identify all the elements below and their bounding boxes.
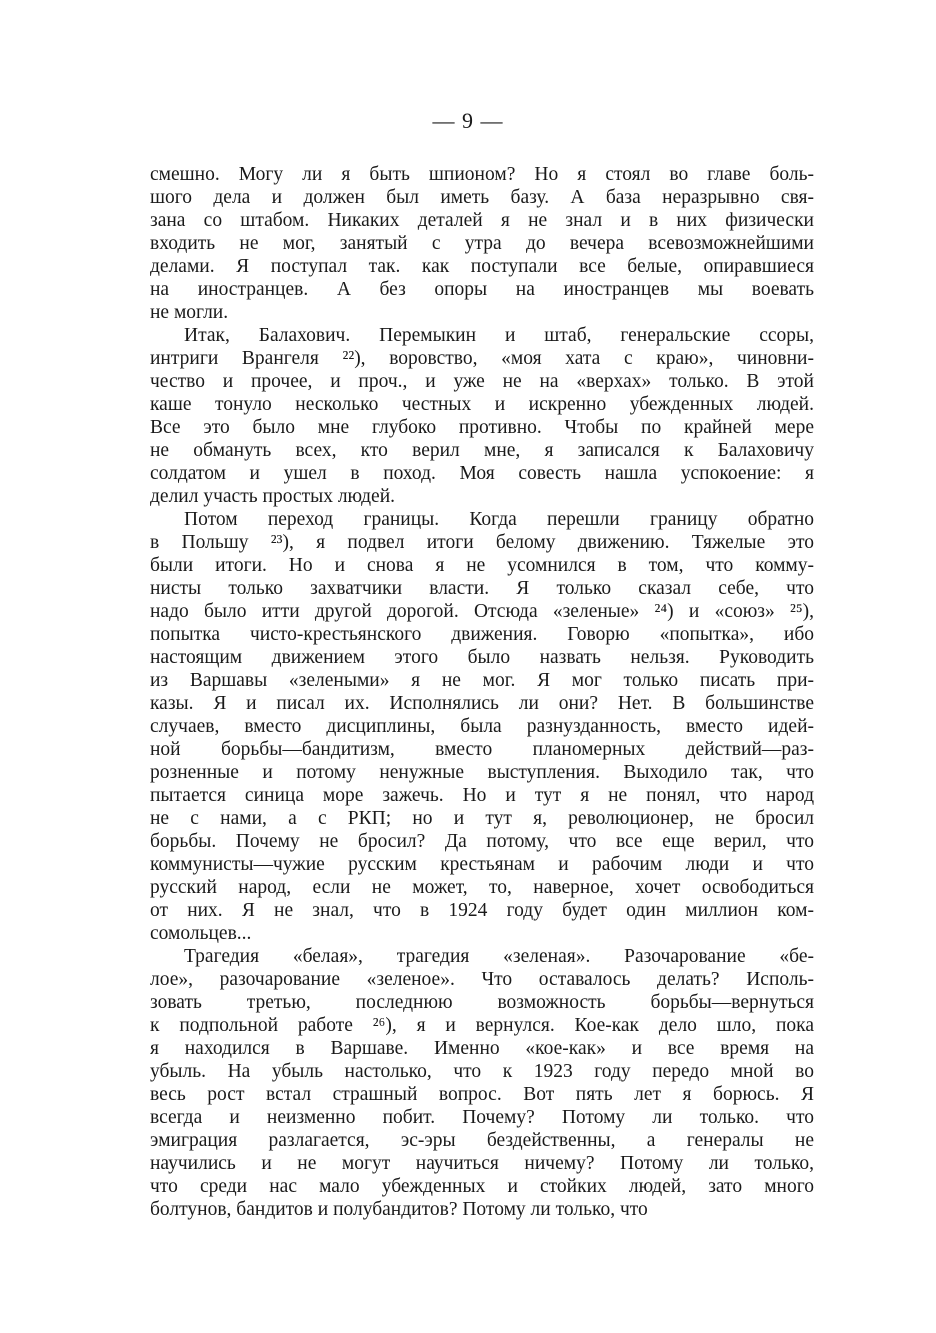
text-line: шого дела и должен был иметь базу. А база неразрывно свя- <box>150 187 814 208</box>
text-line: на иностранцев. А без опоры на иностранцев мы воевать <box>150 279 814 300</box>
text-line: не могли. <box>150 302 229 323</box>
text-line: лое», разочарование «зеленое». Что оставалось делать? Исполь- <box>150 969 814 990</box>
text-line: из Варшавы «зелеными» я не мог. Я мог только писать при- <box>150 670 814 691</box>
text-line: коммунисты—чужие русским крестьянам и рабочим люди и что <box>150 854 814 875</box>
text-line: не с нами, а с РКП; но и тут я, революционер, не бросил <box>150 808 814 829</box>
text-line: сомольцев... <box>150 923 252 944</box>
text-line: научились и не могут научиться ничему? Потому ли только, <box>150 1153 814 1174</box>
text-line: эмиграция разлагается, эс-эры бездейственны, а генералы не <box>150 1130 814 1151</box>
text-line: интриги Врангеля ²²), воровство, «моя хата с краю», чиновни- <box>150 348 814 369</box>
text-line: делами. Я поступал так. как поступали все белые, опиравшиеся <box>150 256 814 277</box>
text-line: попытка чисто-крестьянского движения. Говорю «попытка», ибо <box>150 624 814 645</box>
paragraph <box>150 945 814 1221</box>
text-line: солдатом и ушел в поход. Моя совесть нашла успокоение: я <box>150 463 814 484</box>
text-line: не обмануть всех, кто верил мне, я записался к Балаховичу <box>150 440 814 461</box>
text-line: Итак, Балахович. Перемыкин и штаб, генеральские ссоры, <box>184 325 814 346</box>
text-line: Все это было мне глубоко противно. Чтобы по крайней мере <box>150 417 814 438</box>
text-line: нисты только захватчики власти. Я только сказал себе, что <box>150 578 814 599</box>
text-line: весь рост встал страшный вопрос. Вот пять лет я борюсь. Я <box>150 1084 814 1105</box>
text-line: надо было итти другой дорогой. Отсюда «зеленые» ²⁴) и «союз» ²⁵), <box>150 601 814 622</box>
text-line: казы. Я и писал их. Исполнялись ли они? Нет. В большинстве <box>150 693 814 714</box>
text-line: были итоги. Но и снова я не усомнился в том, что комму- <box>150 555 814 576</box>
text-line: к подпольной работе ²⁶), я и вернулся. Кое-как дело шло, пока <box>150 1015 814 1036</box>
text-line: русский народ, если не может, то, наверное, хочет освободиться <box>150 877 814 898</box>
text-line: что среди нас мало убежденных и стойких людей, зато много <box>150 1176 814 1197</box>
text-line: настоящим движением этого было назвать нельзя. Руководить <box>150 647 814 668</box>
text-line: смешно. Могу ли я быть шпионом? Но я стоял во главе боль- <box>150 164 814 185</box>
paragraph <box>150 324 814 508</box>
text-line: каше тонуло несколько честных и искренно убежденных людей. <box>150 394 814 415</box>
text-line: убыль. На убыль настолько, что к 1923 году передо мной во <box>150 1061 814 1082</box>
text-line: чество и прочее, и проч., и уже не на «верхах» только. В этой <box>150 371 814 392</box>
text-line: Трагедия «белая», трагедия «зеленая». Разочарование «бе- <box>184 946 814 967</box>
text-line: входить не мог, занятый с утра до вечера всевозможнейшими <box>150 233 814 254</box>
text-line: я находился в Варшаве. Именно «кое-как» и все время на <box>150 1038 814 1059</box>
text-line: случаев, вместо дисциплины, была разнузданность, вместо идей- <box>150 716 814 737</box>
text-line: от них. Я не знал, что в 1924 году будет один миллион ком- <box>150 900 814 921</box>
text-line: всегда и неизменно побит. Почему? Потому ли только. что <box>150 1107 814 1128</box>
text-line: борьбы. Почему не бросил? Да потому, что все еще верил, что <box>150 831 814 852</box>
text-line: болтунов, бандитов и полубандитов? Потому ли только, что <box>150 1199 648 1220</box>
text-line: зовать третью, последнюю возможность борьбы—вернуться <box>150 992 814 1013</box>
text-line: розненные и потому ненужные выступления. Выходило так, что <box>150 762 814 783</box>
paragraph <box>150 508 814 945</box>
page-number: — 9 — <box>432 108 504 133</box>
text-line: делил участь простых людей. <box>150 486 396 507</box>
paragraph <box>150 163 814 324</box>
text-line: ной борьбы—бандитизм, вместо планомерных действий—раз- <box>150 739 814 760</box>
text-line: пытается синица море зажечь. Но и тут я не понял, что народ <box>150 785 814 806</box>
text-line: в Польшу ²³), я подвел итоги белому движению. Тяжелые это <box>150 532 814 553</box>
body-text <box>150 163 814 1221</box>
text-line: зана со штабом. Никаких деталей я не знал и в них физически <box>150 210 814 231</box>
text-line: Потом переход границы. Когда перешли границу обратно <box>184 509 814 530</box>
